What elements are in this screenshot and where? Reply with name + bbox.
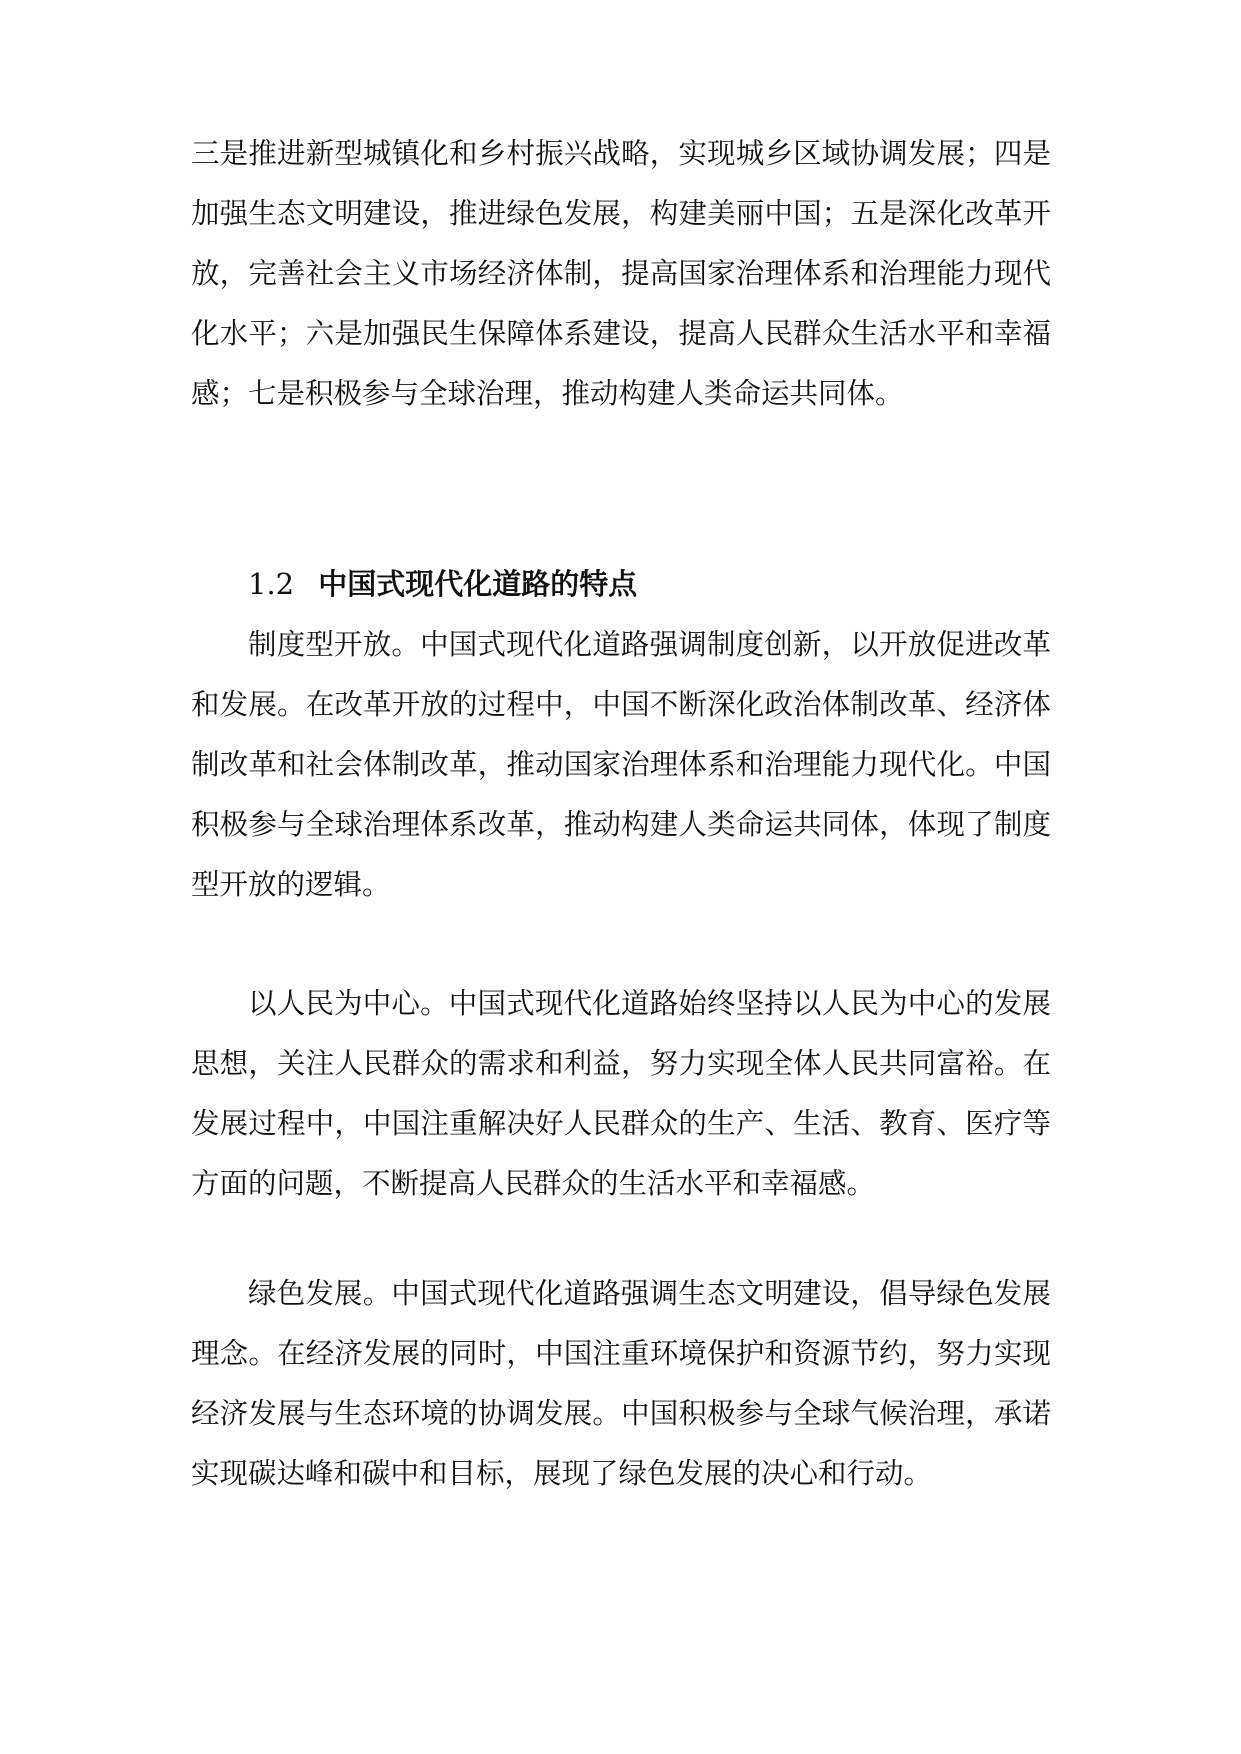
section-heading: [248, 554, 637, 614]
paragraph-people-centered: 以人民为中心。中国式现代化道路始终坚持以人民为中心的发展思想，关注人民群众的需求和利益，努力实现全体人民共同富裕。在发展过程中，中国注重解决好人民群众的生产、生活、教育、医疗等方面的问题，不断提高人民群众的生活水平和幸福感。: [191, 987, 1051, 1200]
paragraph-institutional-opening: 制度型开放。中国式现代化道路强调制度创新，以开放促进改革和发展。在改革开放的过程中，中国不断深化政治体制改革、经济体制改革和社会体制改革，推动国家治理体系和治理能力现代化。中国积极参与全球治理体系改革，推动构建人类命运共同体，体现了制度型开放的逻辑。: [191, 628, 1051, 901]
section-number: 1.2: [248, 567, 295, 601]
paragraph-green-development: 绿色发展。中国式现代化道路强调生态文明建设，倡导绿色发展理念。在经济发展的同时，中国注重环境保护和资源节约，努力实现经济发展与生态环境的协调发展。中国积极参与全球气候治理，承诺实现碳达峰和碳中和目标，展现了绿色发展的决心和行动。: [191, 1277, 1051, 1490]
intro-paragraph: 三是推进新型城镇化和乡村振兴战略，实现城乡区域协调发展；四是加强生态文明建设，推进绿色发展，构建美丽中国；五是深化改革开放，完善社会主义市场经济体制，提高国家治理体系和治理能力现代化水平；六是加强民生保障体系建设，提高人民群众生活水平和幸福感；七是积极参与全球治理，推动构建人类命运共同体。: [191, 137, 1051, 410]
section-title: 中国式现代化道路的特点: [318, 567, 638, 601]
